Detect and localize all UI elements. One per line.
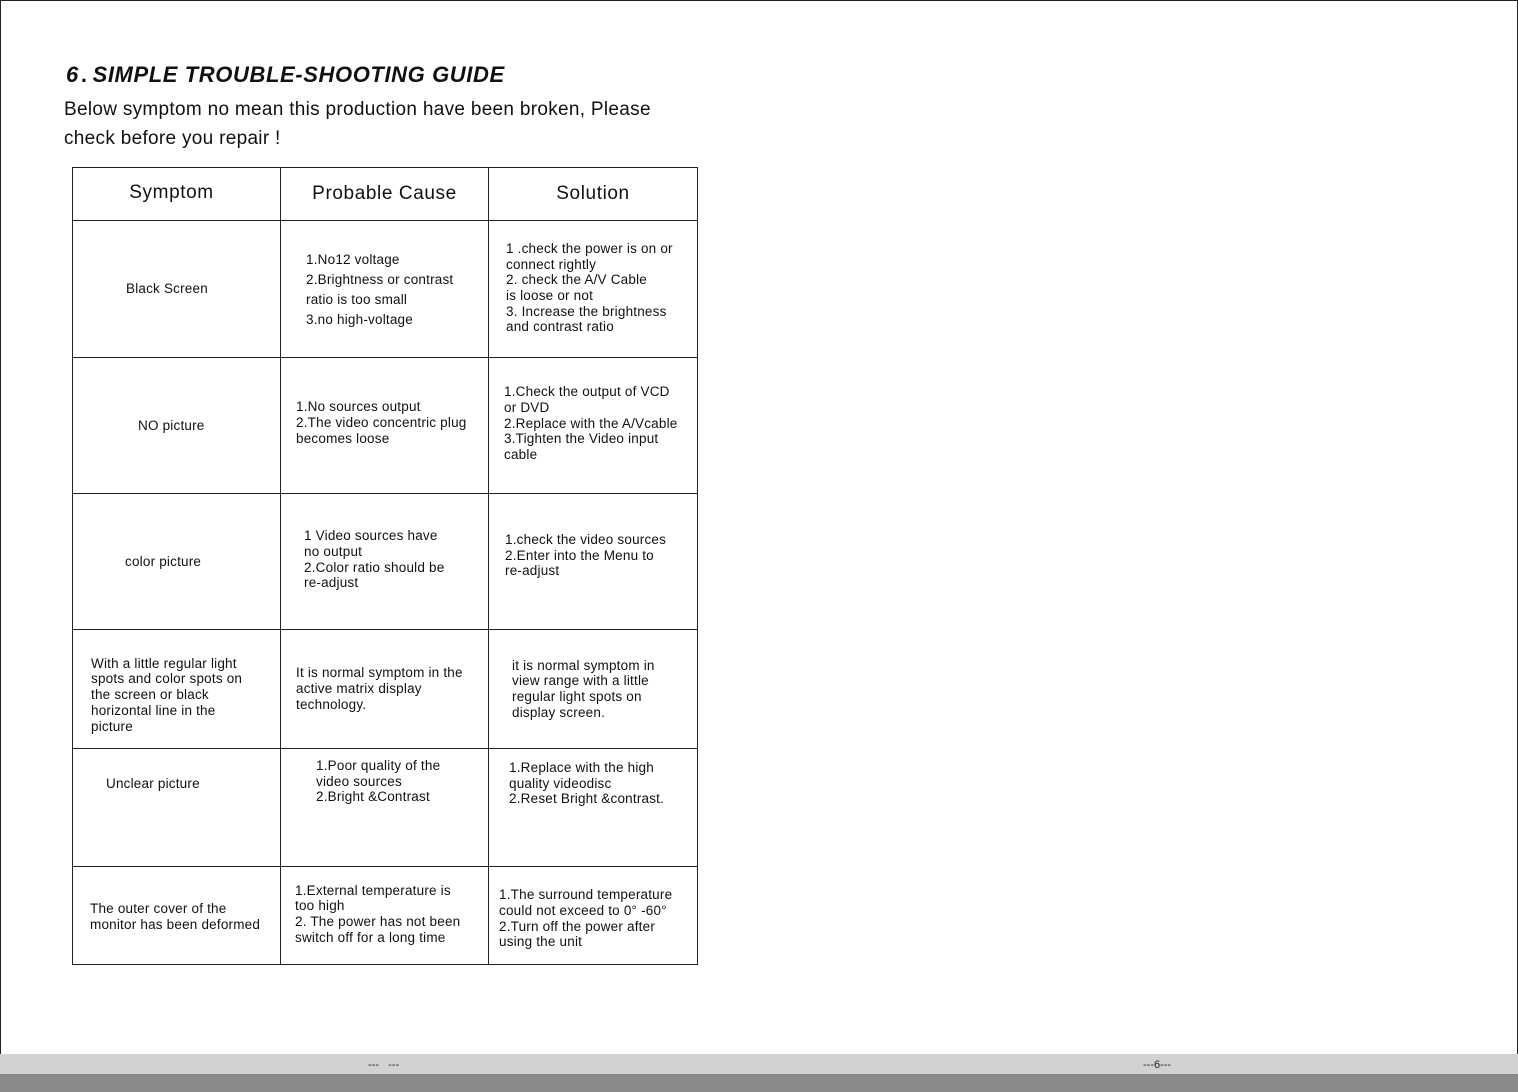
header-cause	[281, 168, 489, 221]
symptom-text: NO picture	[138, 417, 205, 433]
page-title	[66, 62, 505, 88]
symptom-text: With a little regular light spots and color spots on the screen or black horizontal line in the picture	[91, 655, 243, 734]
table-row	[73, 749, 698, 867]
intro-text: Below symptom no mean this production have been broken, Please check before you repair !	[64, 99, 651, 149]
solution-cell	[489, 867, 698, 965]
symptom-text: Unclear picture	[106, 776, 200, 791]
symptom-cell	[73, 494, 281, 630]
symptom-cell	[73, 630, 281, 749]
cause-cell	[281, 749, 489, 867]
solution-text: 1.check the video sources 2.Enter into the Menu to re-adjust	[505, 531, 667, 579]
section-title: SIMPLE TROUBLE-SHOOTING GUIDE	[92, 62, 505, 87]
cause-text: It is normal symptom in the active matrix display technology.	[296, 665, 463, 712]
cause-text: 1 Video sources have no output 2.Color ratio should be re-adjust	[304, 528, 445, 591]
solution-text: 1.Replace with the high quality videodisc 2.Reset Bright &contrast.	[509, 760, 665, 807]
symptom-cell	[73, 221, 281, 358]
cause-text: 1.No sources output 2.The video concentric plug becomes loose	[296, 399, 467, 446]
cause-text: 1.Poor quality of the video sources 2.Bright &Contrast	[316, 758, 441, 805]
solution-text: it is normal symptom in view range with a little regular light spots on display screen.	[512, 657, 655, 720]
solution-cell	[489, 358, 698, 494]
cause-cell	[281, 867, 489, 965]
table-row	[73, 867, 698, 965]
symptom-text: Black Screen	[126, 281, 208, 297]
cause-cell	[281, 358, 489, 494]
table-row	[73, 494, 698, 630]
section-separator: .	[80, 62, 88, 87]
solution-cell	[489, 221, 698, 358]
right-page-number: ---6---	[1143, 1059, 1172, 1071]
symptom-cell	[73, 358, 281, 494]
left-page-number: --- ---	[368, 1059, 400, 1071]
footer-bar-bottom	[0, 1074, 1518, 1092]
solution-text: 1.Check the output of VCD or DVD 2.Replace with the A/Vcable 3.Tighten the Video input cable	[504, 384, 678, 463]
cause-cell	[281, 221, 489, 358]
symptom-cell	[73, 867, 281, 965]
symptom-text: color picture	[125, 553, 202, 569]
solution-cell	[489, 494, 698, 630]
footer-bar	[0, 1054, 1518, 1074]
header-cause-label: Probable Cause	[312, 183, 457, 204]
solution-text: 1.The surround temperature could not exceed to 0° -60° 2.Turn off the power after using the unit	[499, 887, 673, 950]
table-header-row	[73, 168, 698, 221]
solution-text: 1 .check the power is on or connect rightly 2. check the A/V Cable is loose or not 3. Increase the brightness and contrast ratio	[506, 240, 673, 335]
solution-cell	[489, 749, 698, 867]
table-row	[73, 630, 698, 749]
cause-cell	[281, 494, 489, 630]
header-solution	[489, 168, 698, 221]
header-solution-label: Solution	[556, 183, 630, 204]
table-row	[73, 221, 698, 358]
header-symptom-label: Symptom	[129, 181, 214, 203]
section-number: 6	[66, 62, 79, 87]
solution-cell	[489, 630, 698, 749]
cause-text: 1.No12 voltage 2.Brightness or contrast ratio is too small 3.no high-voltage	[306, 252, 454, 327]
cause-text: 1.External temperature is too high 2. The power has not been switch off for a long time	[295, 882, 461, 945]
troubleshooting-table	[72, 167, 698, 965]
table-row	[73, 358, 698, 494]
symptom-text: The outer cover of the monitor has been deformed	[90, 901, 261, 932]
header-symptom	[73, 168, 281, 221]
symptom-cell	[73, 749, 281, 867]
cause-cell	[281, 630, 489, 749]
